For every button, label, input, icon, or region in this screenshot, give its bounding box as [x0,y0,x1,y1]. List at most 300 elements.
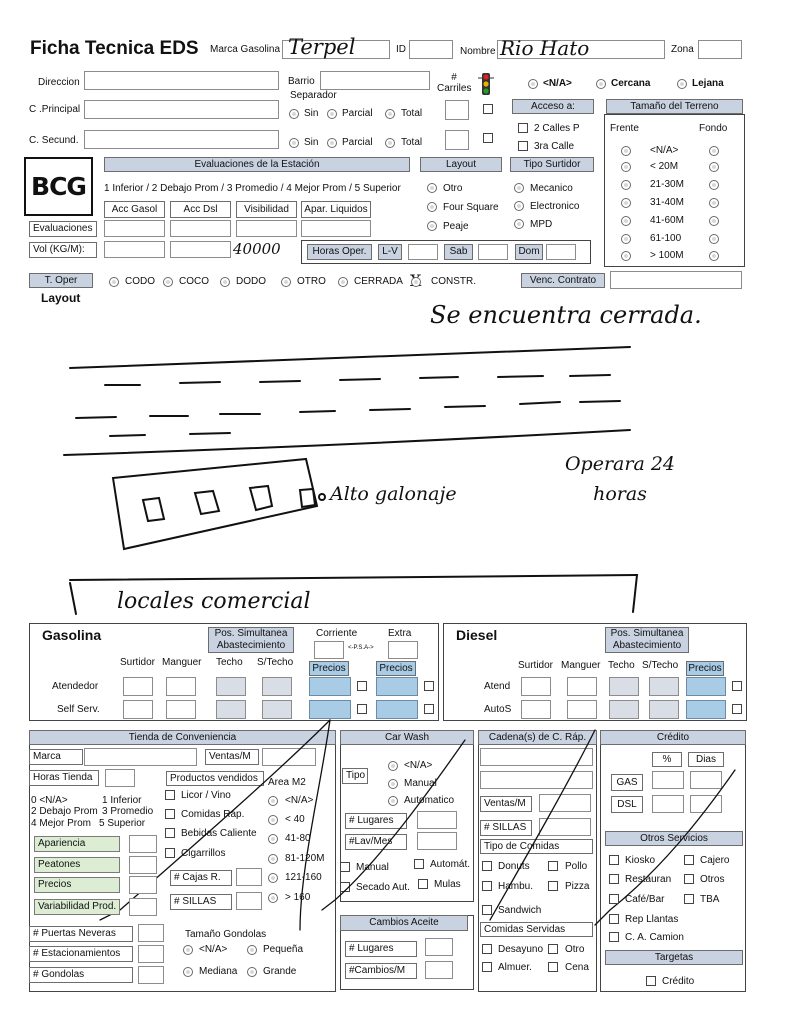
cadena-desayuno-checkbox[interactable] [482,944,492,954]
gasolina-corriente-field[interactable] [314,641,344,659]
tienda-eval-field-2[interactable] [129,876,157,894]
tienda-eval-label-2: Precios [34,877,120,893]
radio-carwash-auto[interactable] [388,796,398,806]
eval-col-acc-dsl: Acc Dsl [170,201,231,218]
radio-surtidor-electronico[interactable] [514,201,524,211]
radio-frente-3[interactable] [621,198,631,208]
diesel-precios: Precios [686,661,724,676]
carwash-mulas-checkbox[interactable] [418,879,428,889]
bcg-logo [24,157,93,216]
acceso-header: Acceso a: [512,99,594,114]
hours-lv-label: L-V [378,244,402,260]
zone-label: Zona [671,44,694,55]
tienda-prod-checkbox-1[interactable] [165,809,175,819]
radio-fondo-2[interactable] [709,180,719,190]
carwash-auto-opt-label: Automatico [404,795,455,806]
area-label-1: < 40 [285,814,305,825]
targetas-credito-label: Crédito [662,976,695,987]
radio-cp-total[interactable] [385,109,395,119]
sketch-note-closed: Se encuentra cerrada. [430,301,702,329]
acceso-2calles-label: 2 Calles P [534,123,580,134]
tienda-eval-field-3[interactable] [129,898,157,916]
radio-cercana[interactable] [596,79,606,89]
tienda-scale-5: 5 Superior [99,818,146,829]
otros-servicios-header: Otros Servicios [605,831,743,846]
gasolina-pos-label: Pos. Simultanea Abastecimiento [208,627,294,653]
cadena-almuer-label: Almuer. [498,962,532,973]
cprincipal-field[interactable] [84,100,279,119]
radio-cs-total[interactable] [385,138,395,148]
layout-peaje-label: Peaje [443,221,469,232]
radio-cs-parcial[interactable] [327,138,337,148]
radio-cp-parcial[interactable] [327,109,337,119]
direccion-field[interactable] [84,71,279,90]
tienda-sillas-label: # SILLAS [170,894,232,910]
gas-surtidor-field-1[interactable] [123,700,153,719]
otros-checkbox-1[interactable] [684,855,694,865]
carwash-lugares-field[interactable] [417,811,457,829]
radio-lejana[interactable] [677,79,687,89]
cadena-almuer-checkbox[interactable] [482,962,492,972]
cadena-hambu-label: Hambu. [498,881,534,892]
cs-carriles-field[interactable] [445,130,469,150]
tienda-eval-label-1: Peatones [34,857,120,873]
tienda-area-label: Area M2 [268,777,306,788]
diesel-col-techo: Techo [608,660,635,671]
radio-layout-four-square[interactable] [427,202,437,212]
dsl-surtidor-field-0[interactable] [521,677,551,696]
cp-parcial-label: Parcial [342,108,373,119]
radio-carwash-na[interactable] [388,761,398,771]
gasolina-col-manguer: Manguer [162,657,202,668]
otros-label-6: Rep Llantas [625,914,679,925]
terrain-size-label-4: 41-60M [650,215,684,226]
cadena-desayuno-label: Desayuno [498,944,544,955]
otros-checkbox-6[interactable] [609,914,619,924]
hours-sab-field[interactable] [478,244,508,260]
radio-frente-2[interactable] [621,180,631,190]
gas-extra-checkbox-0[interactable] [424,681,434,691]
cadena-sillas-label: # SILLAS [480,820,532,836]
gas-corriente-checkbox-1[interactable] [357,704,367,714]
cadena-hambu-checkbox[interactable] [482,881,492,891]
dsl-stecho-field-0[interactable] [649,677,679,696]
sketch-note-locales: locales comercial [117,589,311,614]
page-title: Ficha Tecnica EDS [30,38,199,59]
cprincipal-label: C .Principal [29,104,81,115]
tienda-eval-field-0[interactable] [129,835,157,853]
radio-frente-6[interactable] [621,251,631,261]
diesel-row-atend: Atend [484,681,511,692]
gas-techo-field-1[interactable] [216,700,246,719]
radio-toper-3[interactable] [281,277,291,287]
targetas-header: Targetas [605,950,743,965]
radio-fondo-4[interactable] [709,216,719,226]
aceite-header: Cambios Aceite [340,915,468,931]
tienda-scale-1: 1 Inferior [102,795,142,806]
cadena-servidas-label: Comidas Servidas [480,922,593,937]
eval-col-apar-liquidos: Apar. Liquidos [301,201,371,218]
gasolina-col-stecho: S/Techo [257,657,294,668]
radio-area-4[interactable] [268,873,278,883]
carwash-automat-checkbox[interactable] [414,859,424,869]
radio-na-distance[interactable] [528,79,538,89]
diesel-col-surtidor: Surtidor [518,660,554,671]
cadena-sandwich-label: Sandwich [498,905,542,916]
aceite-cambios-field[interactable] [425,961,453,979]
tienda-ventas-label: Ventas/M [205,749,259,765]
credito-gas-pct-field[interactable] [652,771,684,789]
radio-area-3[interactable] [268,854,278,864]
radio-toper-1[interactable] [163,277,173,287]
radio-fondo-3[interactable] [709,198,719,208]
carwash-manual-checkbox[interactable] [340,862,350,872]
name-handwritten: Rio Hato [500,36,590,60]
dsl-manguer-field-1[interactable] [567,700,597,719]
dsl-precio-field-0[interactable] [686,677,726,696]
gasolina-extra-label: Extra [388,628,412,639]
credito-gas-label: GAS [611,774,643,791]
cp-carriles-field[interactable] [445,100,469,120]
gasolina-row-self: Self Serv. [57,704,100,715]
evaluaciones-header: Evaluaciones de la Estación [104,157,410,172]
cadena-donuts-checkbox[interactable] [482,861,492,871]
otros-checkbox-0[interactable] [609,855,619,865]
hours-lv-field[interactable] [408,244,438,260]
dsl-precio-checkbox-0[interactable] [732,681,742,691]
otros-label-4: Café/Bar [625,894,665,905]
terrain-size-label-0: <N/A> [650,145,679,156]
gas-surtidor-field-0[interactable] [123,677,153,696]
tienda-cajas-field[interactable] [236,868,262,886]
name-label: Nombre [460,46,496,57]
radio-fondo-0[interactable] [709,146,719,156]
radio-surtidor-mecanico[interactable] [514,183,524,193]
bcg-logo-text: BCG [31,172,86,201]
dsl-surtidor-field-1[interactable] [521,700,551,719]
radio-area-2[interactable] [268,834,278,844]
radio-frente-1[interactable] [621,162,631,172]
tienda-scale-4: 4 Mejor Prom [31,818,92,829]
otros-checkbox-5[interactable] [684,894,694,904]
aceite-lugares-label: # Lugares [345,941,417,957]
radio-cs-sin[interactable] [289,138,299,148]
radio-layout-peaje[interactable] [427,221,437,231]
tienda-prod-checkbox-2[interactable] [165,828,175,838]
toper-option-0: CODO [125,276,155,287]
dsl-precio-checkbox-1[interactable] [732,704,742,714]
csecund-field[interactable] [84,130,279,149]
carwash-secado-label: Secado Aut. [356,882,410,893]
diesel-title: Diesel [456,627,498,643]
dsl-manguer-field-0[interactable] [567,677,597,696]
cadena-sillas-field[interactable] [539,818,591,836]
brand-handwritten: Terpel [288,35,356,59]
gondola-pequena-label: Pequeña [263,944,304,955]
id-label: ID [396,44,406,55]
zone-field[interactable] [698,40,742,59]
gas-manguer-field-0[interactable] [166,677,196,696]
tienda-estac-field[interactable] [138,945,164,963]
tienda-horas-label: Horas Tienda [29,770,99,786]
tipo-surtidor-header: Tipo Surtidor [510,157,594,172]
tienda-prod-checkbox-3[interactable] [165,848,175,858]
tienda-prod-label-2: Bebidas Caliente [181,828,257,839]
tienda-sillas-field[interactable] [236,892,262,910]
diesel-pos-label: Pos. Simultanea Abastecimiento [605,627,689,653]
carwash-secado-checkbox[interactable] [340,882,350,892]
gasolina-col-techo: Techo [216,657,243,668]
radio-fondo-5[interactable] [709,234,719,244]
carwash-mulas-label: Mulas [434,879,461,890]
diesel-col-stecho: S/Techo [642,660,679,671]
tienda-prod-label-3: Cigarrillos [181,848,226,859]
brand-label: Marca Gasolina [210,44,281,55]
vol-label: Vol (KG/M): [29,242,97,258]
dsl-techo-field-0[interactable] [609,677,639,696]
traffic-light-icon [477,72,495,96]
acceso-3ra-label: 3ra Calle [534,141,575,152]
radio-area-1[interactable] [268,815,278,825]
csecund-label: C. Secund. [29,135,79,146]
cadena-otro-checkbox[interactable] [548,944,558,954]
acceso-3ra-checkbox[interactable] [518,141,528,151]
otros-label-2: Restauran [625,874,672,885]
otros-checkbox-4[interactable] [609,894,619,904]
otros-label-5: TBA [700,894,720,905]
fondo-label: Fondo [699,123,728,134]
radio-area-0[interactable] [268,796,278,806]
dsl-techo-field-1[interactable] [609,700,639,719]
gasolina-row-atendedor: Atendedor [52,681,99,692]
contract-field[interactable] [610,271,742,289]
carwash-tipo-label: Tipo [342,768,368,784]
toper-option-3: OTRO [297,276,326,287]
gas-manguer-field-1[interactable] [166,700,196,719]
credito-dias-label: Dias [688,752,724,767]
terrain-size-label-1: < 20M [650,161,679,172]
tienda-prod-checkbox-0[interactable] [165,790,175,800]
cercana-label: Cercana [611,78,651,89]
area-label-5: > 160 [285,892,311,903]
diesel-col-manguer: Manguer [561,660,601,671]
credito-header: Crédito [600,730,746,745]
tienda-scale-3: 3 Promedio [102,806,154,817]
gondola-mediana-label: Mediana [199,966,238,977]
toper-option-5: CONSTR. [431,276,476,287]
hours-dom-label: Dom [515,244,543,260]
surtidor-electronico-label: Electronico [530,201,580,212]
radio-gondola-mediana[interactable] [183,967,193,977]
cadena-pizza-label: Pizza [565,881,590,892]
tienda-productos-label: Productos vendidos [166,771,264,786]
layout-otro-label: Otro [443,183,463,194]
carwash-manual-label: Manual [356,862,389,873]
eval-field-1[interactable] [104,220,165,237]
gas-stecho-field-1[interactable] [262,700,292,719]
radio-carwash-manual[interactable] [388,779,398,789]
eval-row-label: Evaluaciones [29,221,97,237]
terrain-size-label-5: 61-100 [650,233,682,244]
carriles-label: # Carriles [437,72,472,94]
cs-light-checkbox[interactable] [483,133,493,143]
radio-gondola-pequena[interactable] [247,945,257,955]
credito-pct-label: % [652,752,682,767]
cadena-otro-label: Otro [565,944,585,955]
radio-gondola-grande[interactable] [247,967,257,977]
credito-dsl-dias-field[interactable] [690,795,722,813]
tienda-cajas-label: # Cajas R. [170,870,232,886]
barrio-field[interactable] [320,71,430,90]
terrain-size-label-3: 31-40M [650,197,684,208]
gasolina-title: Gasolina [42,627,102,643]
otros-checkbox-2[interactable] [609,874,619,884]
radio-frente-0[interactable] [621,146,631,156]
cadena-sandwich-checkbox[interactable] [482,905,492,915]
radio-layout-otro[interactable] [427,183,437,193]
radio-toper-2[interactable] [220,277,230,287]
eval-col-acc-gasol: Acc Gasol [104,201,165,218]
cadena-header: Cadena(s) de C. Ráp. [478,730,597,745]
contract-label: Venc. Contrato [521,273,605,288]
tienda-neveras-field[interactable] [138,924,164,942]
radio-frente-5[interactable] [621,234,631,244]
tienda-ventas-field[interactable] [262,748,316,766]
aceite-lugares-field[interactable] [425,938,453,956]
cp-total-label: Total [401,108,423,119]
gas-stecho-field-0[interactable] [262,677,292,696]
area-label-4: 121-160 [285,872,322,883]
toper-option-2: DODO [236,276,266,287]
cs-parcial-label: Parcial [342,137,373,148]
cp-light-checkbox[interactable] [483,104,493,114]
radio-toper-0[interactable] [109,277,119,287]
gas-precio-extra-0[interactable] [376,677,418,696]
otros-label-7: C. A. Camion [625,932,684,943]
radio-frente-4[interactable] [621,216,631,226]
cadena-pollo-checkbox[interactable] [548,861,558,871]
tienda-gondolas-field[interactable] [138,966,164,984]
layout-header: Layout [420,157,502,172]
lejana-label: Lejana [692,78,724,89]
area-label-3: 81-120M [285,853,325,864]
radio-gondola-na[interactable] [183,945,193,955]
area-label-2: 41-80 [285,833,311,844]
cadena-cena-label: Cena [565,962,589,973]
eval-field-4[interactable] [301,220,371,237]
gas-precio-corriente-1[interactable] [309,700,351,719]
gasolina-extra-field[interactable] [388,641,418,659]
layout-sketch-label: Layout [41,291,81,305]
layout-four-square-label: Four Square [443,202,499,213]
cadena-pizza-checkbox[interactable] [548,881,558,891]
tienda-header: Tienda de Conveniencia [29,730,336,745]
area-label-0: <N/A> [285,795,314,806]
diesel-row-autos: AutoS [484,704,512,715]
otros-label-1: Cajero [700,855,730,866]
carwash-header: Car Wash [340,730,474,745]
carwash-lav-label: #Lav/Mes [345,834,407,850]
surtidor-mecanico-label: Mecanico [530,183,573,194]
otros-checkbox-3[interactable] [684,874,694,884]
separador-label: Separador [290,90,337,101]
otros-label-0: Kiosko [625,855,656,866]
eval-field-2[interactable] [170,220,231,237]
na-distance-label: <N/A> [543,78,572,89]
direccion-label: Direccion [38,77,80,88]
carwash-manual-opt-label: Manual [404,778,437,789]
toper-label: T. Oper [29,273,93,288]
hours-label: Horas Oper. [307,244,372,260]
hours-dom-field[interactable] [546,244,576,260]
tienda-marca-field[interactable] [84,748,197,766]
dsl-stecho-field-1[interactable] [649,700,679,719]
cadena-field-1[interactable] [480,748,593,766]
cadena-field-2[interactable] [480,771,593,789]
carwash-lav-field[interactable] [417,832,457,850]
gondola-na-label: <N/A> [199,944,228,955]
cs-sin-label: Sin [304,137,319,148]
gasolina-psa-label: <-P.S.A-> [348,645,374,651]
carwash-lugares-label: # Lugares [345,813,407,829]
cadena-ventas-field[interactable] [539,794,591,812]
radio-area-5[interactable] [268,893,278,903]
vol-field-2[interactable] [170,241,231,258]
gas-techo-field-0[interactable] [216,677,246,696]
otros-label-3: Otros [700,874,725,885]
otros-checkbox-7[interactable] [609,932,619,942]
gas-corriente-checkbox-0[interactable] [357,681,367,691]
radio-fondo-1[interactable] [709,162,719,172]
gas-extra-checkbox-1[interactable] [424,704,434,714]
terrain-size-label-2: 21-30M [650,179,684,190]
radio-toper-5[interactable] [411,277,421,287]
dsl-precio-field-1[interactable] [686,700,726,719]
eval-field-3[interactable] [236,220,297,237]
barrio-label: Barrio [288,76,315,87]
vol-field-1[interactable] [104,241,165,258]
sketch-note-station: Alto galonaje [330,483,457,505]
radio-toper-4[interactable] [338,277,348,287]
frente-label: Frente [610,123,639,134]
cp-sin-label: Sin [304,108,319,119]
gas-precio-extra-1[interactable] [376,700,418,719]
cs-total-label: Total [401,137,423,148]
terrain-size-label-6: > 100M [650,250,684,261]
tienda-gondolas-label: # Gondolas [29,967,133,983]
id-field[interactable] [409,40,453,59]
cadena-cena-checkbox[interactable] [548,962,558,972]
tienda-marca-label: Marca [29,749,83,765]
tienda-neveras-label: # Puertas Neveras [29,926,133,942]
tienda-horas-field[interactable] [105,769,135,787]
cadena-tipo-label: Tipo de Comidas [480,839,593,854]
targetas-credito-checkbox[interactable] [646,976,656,986]
credito-gas-dias-field[interactable] [690,771,722,789]
tienda-eval-label-3: Variabilidad Prod. [34,899,120,915]
gas-precio-corriente-0[interactable] [309,677,351,696]
radio-fondo-6[interactable] [709,251,719,261]
gasolina-corriente-label: Corriente [316,628,358,639]
acceso-2calles-checkbox[interactable] [518,123,528,133]
credito-dsl-pct-field[interactable] [652,795,684,813]
radio-cp-sin[interactable] [289,109,299,119]
cadena-pollo-label: Pollo [565,861,588,872]
tienda-eval-label-0: Apariencia [34,836,120,852]
radio-surtidor-mpd[interactable] [514,219,524,229]
tienda-scale-2: 2 Debajo Prom [31,806,98,817]
tienda-eval-field-1[interactable] [129,856,157,874]
